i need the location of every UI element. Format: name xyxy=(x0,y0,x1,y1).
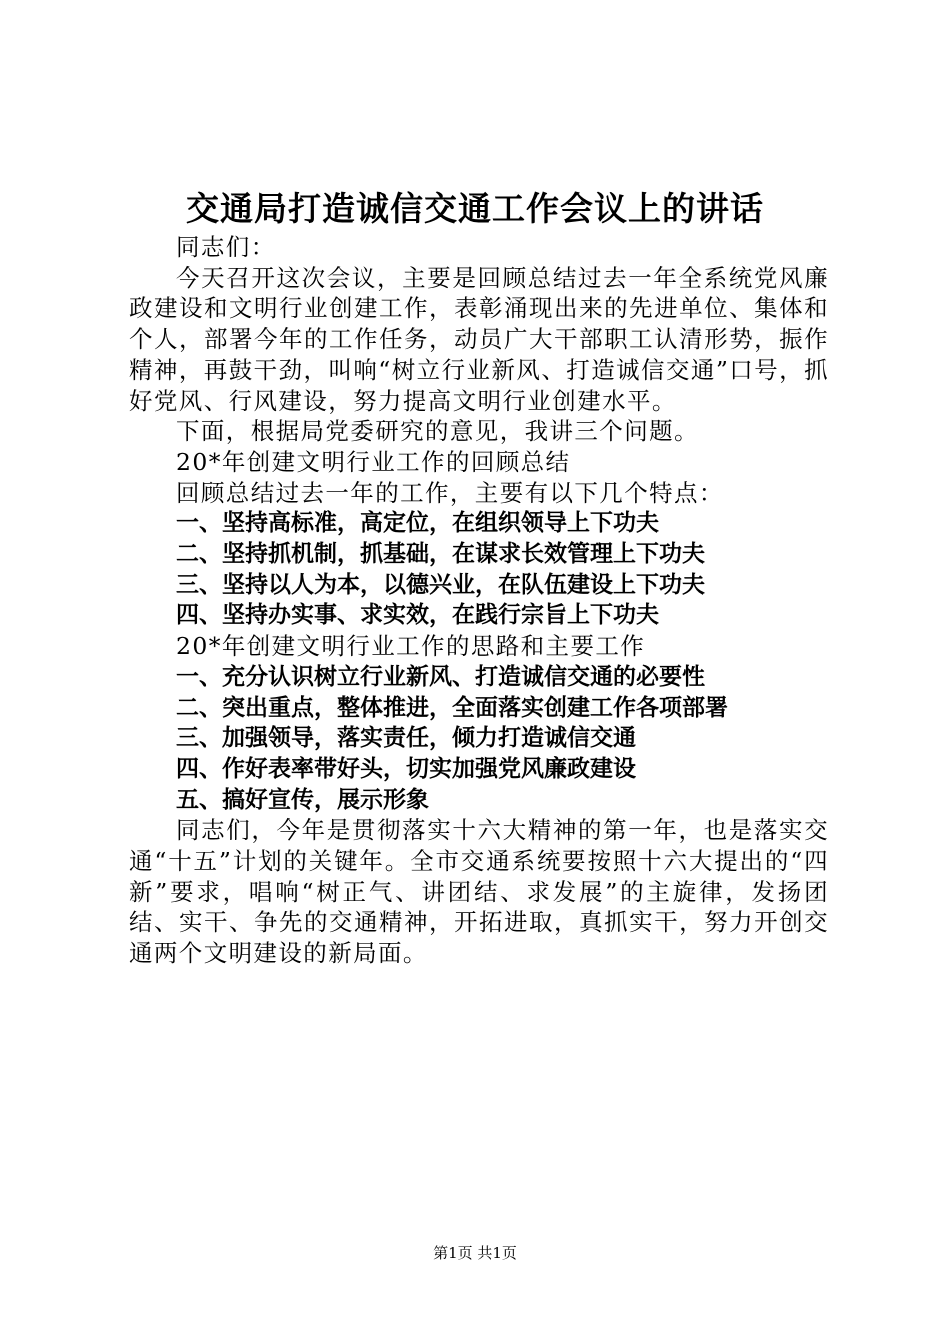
paragraph-closing: 同志们，今年是贯彻落实十六大精神的第一年，也是落实交通“十五”计划的关键年。全市交通系统要按照十六大提出的“四新”要求，唱响“树正气、讲团结、求发展”的主旋律，发扬团结、实干、争先的交通精神，开拓进取，真抓实干，努力开创交通两个文明建设的新局面。 xyxy=(129,816,829,968)
review-point-2: 二、坚持抓机制，抓基础，在谋求长效管理上下功夫 xyxy=(176,541,705,568)
review-point-3: 三、坚持以人为本，以德兴业，在队伍建设上下功夫 xyxy=(176,571,705,598)
section-heading-review: 20*年创建文明行业工作的回顾总结 xyxy=(176,447,571,476)
paragraph-salutation: 同志们： xyxy=(176,233,276,261)
document-body xyxy=(129,232,829,969)
paragraph-outline: 下面，根据局党委研究的意见，我讲三个问题。 xyxy=(176,417,699,446)
plan-point-2: 二、突出重点，整体推进，全面落实创建工作各项部署 xyxy=(176,694,728,721)
review-point-1: 一、坚持高标准，高定位，在组织领导上下功夫 xyxy=(176,510,659,537)
plan-point-5: 五、搞好宣传，展示形象 xyxy=(176,786,429,813)
page-footer: 第1页 共1页 xyxy=(433,1244,517,1262)
plan-point-4: 四、作好表率带好头，切实加强党风廉政建设 xyxy=(176,755,636,782)
paragraph-intro: 今天召开这次会议，主要是回顾总结过去一年全系统党风廉政建设和文明行业创建工作，表彰涌现出来的先进单位、集体和个人，部署今年的工作任务，动员广大干部职工认清形势，振作精神，再鼓干劲，叫响“树立行业新风、打造诚信交通”口号，抓好党风、行风建设，努力提高文明行业创建水平。 xyxy=(129,263,829,415)
review-point-4: 四、坚持办实事、求实效，在践行宗旨上下功夫 xyxy=(176,602,659,629)
document-title: 交通局打造诚信交通工作会议上的讲话 xyxy=(186,189,764,228)
plan-point-1: 一、充分认识树立行业新风、打造诚信交通的必要性 xyxy=(176,663,705,690)
plan-point-3: 三、加强领导，落实责任，倾力打造诚信交通 xyxy=(176,725,636,752)
paragraph-review-lead: 回顾总结过去一年的工作，主要有以下几个特点： xyxy=(176,478,724,507)
section-heading-plan: 20*年创建文明行业工作的思路和主要工作 xyxy=(176,632,646,661)
